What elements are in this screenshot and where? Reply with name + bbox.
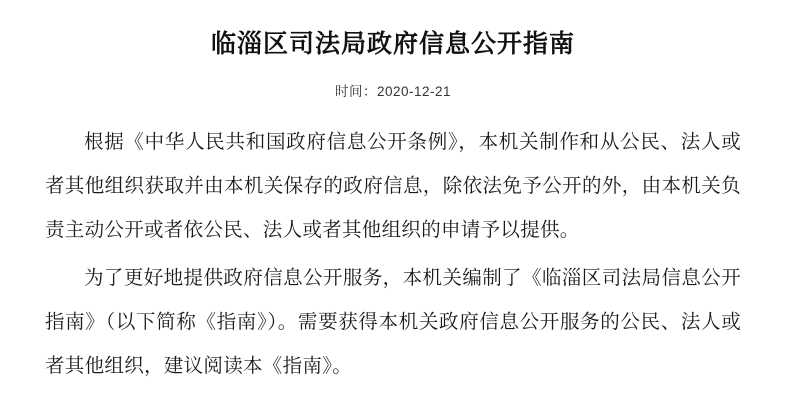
document-meta (45, 80, 741, 100)
publish-time-value: 2020-12-21 (376, 84, 452, 99)
document-body (45, 121, 741, 389)
body-paragraph: 为了更好地提供政府信息公开服务，本机关编制了《临淄区司法局信息公开指南》（以下简称《指南》）。需要获得本机关政府信息公开服务的公民、法人或者其他组织，建议阅读本《指南》。 (45, 268, 741, 377)
publish-time-label: 时间： (334, 84, 377, 99)
page-title: 临淄区司法局政府信息公开指南 (210, 30, 575, 58)
body-paragraph: 根据《中华人民共和国政府信息公开条例》，本机关制作和从公民、法人或者其他组织获取并由本机关保存的政府信息，除依法免予公开的外，由本机关负责主动公开或者依公民、法人或者其他组织的申请予以提供。 (45, 132, 741, 241)
